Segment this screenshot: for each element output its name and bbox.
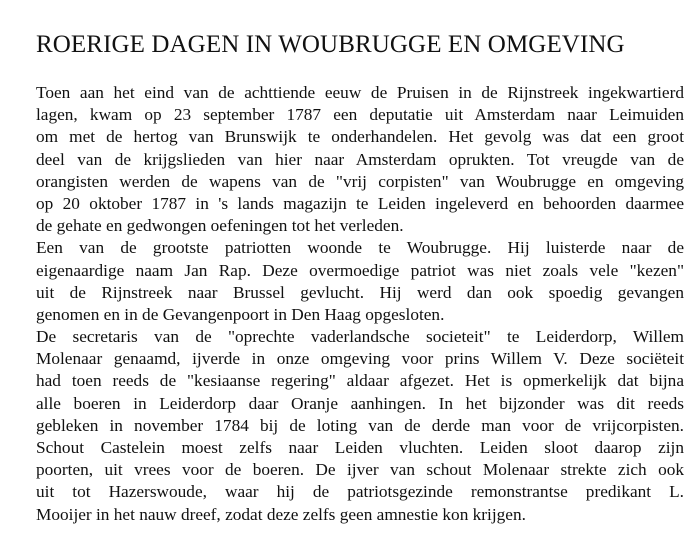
text-line: op 20 oktober 1787 in 's lands magazijn te Leiden ingeleverd en behoorden daarmee bbox=[36, 193, 684, 213]
page-title: ROERIGE DAGEN IN WOUBRUGGE EN OMGEVING bbox=[36, 31, 625, 58]
text-line: deel van de krijgslieden van hier naar Amsterdam oprukten. Tot vreugde van de bbox=[36, 149, 684, 169]
text-line: orangisten werden de wapens van de "vrij corpisten" van Woubrugge en omgeving bbox=[36, 171, 684, 191]
text-line: uit tot Hazerswoude, waar hij de patriotsgezinde remonstrantse predikant L. bbox=[36, 482, 684, 502]
text-line: gebleken in november 1784 bij de loting van de derde man voor de vrijcorpisten. bbox=[36, 415, 684, 435]
text-line: Een van de grootste patriotten woonde te Woubrugge. Hij luisterde naar de bbox=[36, 238, 684, 258]
paragraph-end-line: genomen en in de Gevangenpoort in Den Haag opgesloten. bbox=[36, 304, 445, 324]
text-line: Schout Castelein moest zelfs naar Leiden vluchten. Leiden sloot daarop zijn bbox=[36, 438, 684, 457]
text-line: Toen aan het eind van de achttiende eeuw de Pruisen in de Rijnstreek ingekwartierd bbox=[36, 83, 684, 102]
text-line: alle boeren in Leiderdorp daar Oranje aanhingen. In het bijzonder was dit reeds bbox=[36, 393, 684, 413]
text-line: lagen, kwam op 23 september 1787 een deputatie uit Amsterdam naar Leimuiden bbox=[36, 105, 684, 125]
paragraph-end-line: de gehate en gedwongen oefeningen tot het verleden. bbox=[36, 216, 404, 236]
text-line: uit de Rijnstreek naar Brussel gevlucht. Hij werd dan ook spoedig gevangen bbox=[36, 282, 684, 302]
text-line: De secretaris van de "oprechte vaderlandsche societeit" te Leiderdorp, Willem bbox=[36, 327, 684, 347]
text-line: om met de hertog van Brunswijk te onderhandelen. Het gevolg was dat een groot bbox=[36, 127, 684, 147]
text-line: had toen reeds de "kesiaanse regering" aldaar afgezet. Het is opmerkelijk dat bijna bbox=[36, 371, 684, 391]
paragraph-end-line: Mooijer in het nauw dreef, zodat deze zelfs geen amnestie kon krijgen. bbox=[36, 504, 526, 524]
article-body bbox=[36, 82, 684, 526]
text-line: poorten, uit vrees voor de boeren. De ijver van schout Molenaar strekte zich ook bbox=[36, 460, 684, 480]
text-line: eigenaardige naam Jan Rap. Deze overmoedige patriot was niet zoals vele "kezen" bbox=[36, 260, 684, 280]
text-line: Molenaar genaamd, ijverde in onze omgeving voor prins Willem V. Deze sociëteit bbox=[36, 349, 684, 369]
